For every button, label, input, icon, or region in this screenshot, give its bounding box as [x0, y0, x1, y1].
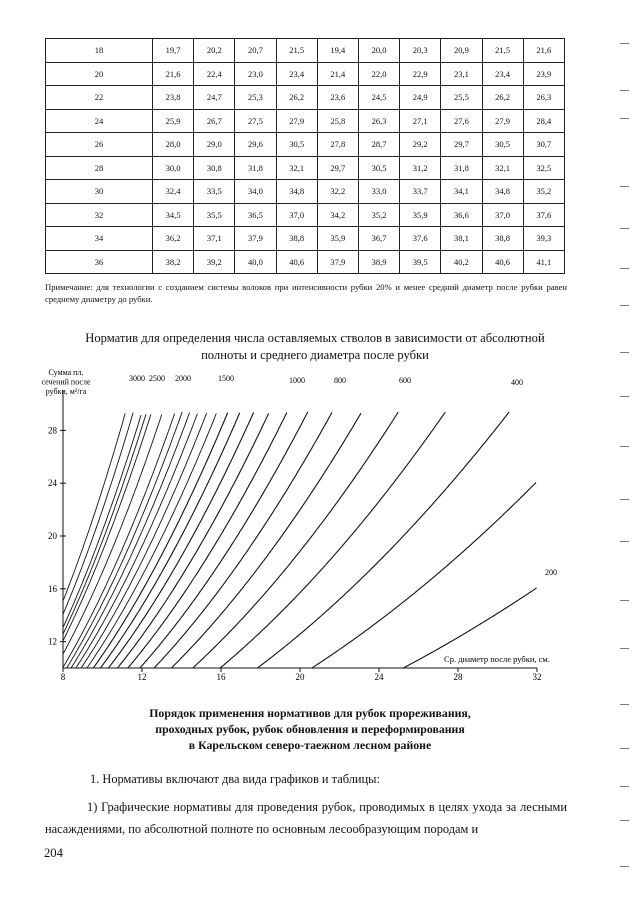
- value-cell: 31,8: [235, 156, 276, 180]
- value-cell: 28,7: [358, 133, 399, 157]
- x-tick-label: 32: [532, 672, 542, 682]
- margin-mark: [620, 186, 629, 187]
- value-cell: 30,7: [523, 133, 564, 157]
- stem-count-curve: [140, 412, 308, 668]
- value-cell: 29,6: [235, 133, 276, 157]
- value-cell: 40,6: [482, 250, 523, 274]
- stem-count-curve: [63, 415, 141, 627]
- value-cell: 30,5: [482, 133, 523, 157]
- value-cell: 40,0: [235, 250, 276, 274]
- value-cell: 27,9: [482, 109, 523, 133]
- data-table: [45, 38, 565, 274]
- stem-count-curve: [63, 415, 162, 655]
- x-tick-label: 28: [453, 672, 463, 682]
- margin-mark: [620, 704, 629, 705]
- value-cell: 20,0: [358, 39, 399, 63]
- value-cell: 37,6: [400, 227, 441, 251]
- value-cell: 32,4: [153, 180, 194, 204]
- value-cell: 36,6: [441, 203, 482, 227]
- value-cell: 34,5: [153, 203, 194, 227]
- value-cell: 39,3: [523, 227, 564, 251]
- margin-mark: [620, 820, 629, 821]
- diameter-cell: 26: [46, 133, 153, 157]
- paragraph-1: 1. Нормативы включают два вида графиков и таблицы:: [90, 772, 380, 786]
- y-axis-label: сечений после: [41, 377, 91, 387]
- value-cell: 37,6: [523, 203, 564, 227]
- value-cell: 35,5: [194, 203, 235, 227]
- value-cell: 39,2: [194, 250, 235, 274]
- section-heading-line3: в Карельском северо-таежном лесном районе: [188, 738, 432, 752]
- margin-mark: [620, 305, 629, 306]
- chart-title-line2: полноты и среднего диаметра после рубки: [201, 348, 429, 362]
- curve-label: 1000: [289, 376, 305, 385]
- curve-label: 200: [545, 568, 557, 577]
- margin-mark: [620, 396, 629, 397]
- value-cell: 28,0: [153, 133, 194, 157]
- stem-count-curve: [171, 413, 361, 668]
- value-cell: 21,5: [276, 39, 317, 63]
- value-cell: 22,4: [194, 62, 235, 86]
- x-axis-label: Ср. диаметр после рубки, см.: [444, 654, 550, 664]
- value-cell: 23,4: [276, 62, 317, 86]
- value-cell: 30,5: [276, 133, 317, 157]
- value-cell: 35,9: [400, 203, 441, 227]
- table-row: [46, 250, 565, 274]
- curve-label: 800: [334, 376, 346, 385]
- value-cell: 28,4: [523, 109, 564, 133]
- value-cell: 19,7: [153, 39, 194, 63]
- y-tick-label: 24: [48, 478, 57, 489]
- value-cell: 23,1: [441, 62, 482, 86]
- diameter-cell: 18: [46, 39, 153, 63]
- stem-count-curve: [220, 412, 445, 668]
- page-number: 204: [44, 846, 63, 860]
- value-cell: 33,7: [400, 180, 441, 204]
- margin-mark: [620, 600, 629, 601]
- value-cell: 36,2: [153, 227, 194, 251]
- x-tick-label: 8: [60, 672, 66, 682]
- value-cell: 33,5: [194, 180, 235, 204]
- value-cell: 25,8: [317, 109, 358, 133]
- value-cell: 23,9: [523, 62, 564, 86]
- value-cell: 24,9: [400, 86, 441, 110]
- x-tick-label: 20: [295, 672, 305, 682]
- value-cell: 34,0: [235, 180, 276, 204]
- chart-title: [45, 330, 585, 364]
- diameter-cell: 36: [46, 250, 153, 274]
- table-row: [46, 86, 565, 110]
- value-cell: 39,5: [400, 250, 441, 274]
- diameter-cell: 30: [46, 180, 153, 204]
- stem-count-curve: [312, 483, 536, 669]
- value-cell: 25,5: [441, 86, 482, 110]
- value-cell: 32,2: [317, 180, 358, 204]
- value-cell: 21,5: [482, 39, 523, 63]
- stem-count-curve: [63, 413, 133, 614]
- paragraph-2: 1) Графические нормативы для проведения рубок, проводимых в целях ухода за лесными насаждениями, по абсолютной полноте по основным лесообразующим породам и: [45, 800, 567, 836]
- margin-mark: [620, 118, 629, 119]
- x-tick-label: 16: [216, 672, 226, 682]
- y-axis-label: рубки, м²/га: [45, 387, 87, 396]
- value-cell: 24,5: [358, 86, 399, 110]
- y-tick-label: 12: [48, 636, 57, 647]
- value-cell: 24,7: [194, 86, 235, 110]
- y-tick-label: 28: [48, 425, 57, 436]
- value-cell: 40,6: [276, 250, 317, 274]
- chart: [0, 360, 640, 690]
- table-row: [46, 109, 565, 133]
- diameter-cell: 22: [46, 86, 153, 110]
- margin-mark: [620, 866, 629, 867]
- table-note: Примечание: для технологии с созданием системы волоков при интенсивности рубки 20% и менее средний диаметр после рубки равен среднему диаметру до рубки.: [45, 282, 567, 304]
- value-cell: 27,5: [235, 109, 276, 133]
- value-cell: 26,3: [358, 109, 399, 133]
- value-cell: 34,8: [482, 180, 523, 204]
- table-row: [46, 39, 565, 63]
- value-cell: 31,2: [400, 156, 441, 180]
- value-cell: 19,4: [317, 39, 358, 63]
- value-cell: 35,2: [523, 180, 564, 204]
- value-cell: 38,8: [276, 227, 317, 251]
- margin-mark: [620, 90, 629, 91]
- diameter-cell: 20: [46, 62, 153, 86]
- value-cell: 32,5: [523, 156, 564, 180]
- value-cell: 26,2: [276, 86, 317, 110]
- value-cell: 29,0: [194, 133, 235, 157]
- margin-mark: [620, 268, 629, 269]
- value-cell: 20,3: [400, 39, 441, 63]
- value-cell: 27,9: [276, 109, 317, 133]
- margin-mark: [620, 228, 629, 229]
- margin-mark: [620, 499, 629, 500]
- value-cell: 36,7: [358, 227, 399, 251]
- value-cell: 22,9: [400, 62, 441, 86]
- value-cell: 25,9: [153, 109, 194, 133]
- value-cell: 37,1: [194, 227, 235, 251]
- margin-mark: [620, 43, 629, 44]
- value-cell: 34,8: [276, 180, 317, 204]
- y-tick-label: 20: [48, 531, 57, 541]
- value-cell: 32,1: [482, 156, 523, 180]
- value-cell: 40,2: [441, 250, 482, 274]
- value-cell: 38,8: [482, 227, 523, 251]
- margin-mark: [620, 352, 629, 353]
- curve-label: 600: [399, 376, 411, 385]
- value-cell: 22,0: [358, 62, 399, 86]
- value-cell: 23,4: [482, 62, 523, 86]
- margin-mark: [620, 748, 629, 749]
- value-cell: 30,0: [153, 156, 194, 180]
- value-cell: 20,7: [235, 39, 276, 63]
- section-heading-line2: проходных рубок, рубок обновления и переформирования: [155, 722, 465, 736]
- value-cell: 20,9: [441, 39, 482, 63]
- table-row: [46, 180, 565, 204]
- value-cell: 41,1: [523, 250, 564, 274]
- curve-label: 3000: [129, 374, 145, 383]
- value-cell: 32,1: [276, 156, 317, 180]
- value-cell: 29,7: [441, 133, 482, 157]
- value-cell: 21,6: [153, 62, 194, 86]
- curve-label: 400: [511, 378, 523, 387]
- table-row: [46, 156, 565, 180]
- value-cell: 26,3: [523, 86, 564, 110]
- value-cell: 34,1: [441, 180, 482, 204]
- value-cell: 23,8: [153, 86, 194, 110]
- value-cell: 37,9: [235, 227, 276, 251]
- value-cell: 35,9: [317, 227, 358, 251]
- table-row: [46, 62, 565, 86]
- section-heading-line1: Порядок применения нормативов для рубок прореживания,: [149, 706, 471, 720]
- stem-count-curve: [118, 414, 269, 669]
- margin-mark: [620, 446, 629, 447]
- value-cell: 30,5: [358, 156, 399, 180]
- value-cell: 25,3: [235, 86, 276, 110]
- diameter-cell: 24: [46, 109, 153, 133]
- value-cell: 34,2: [317, 203, 358, 227]
- value-cell: 27,6: [441, 109, 482, 133]
- value-cell: 23,6: [317, 86, 358, 110]
- curve-label: 2000: [175, 374, 191, 383]
- value-cell: 37,9: [317, 250, 358, 274]
- value-cell: 21,4: [317, 62, 358, 86]
- value-cell: 23,0: [235, 62, 276, 86]
- value-cell: 35,2: [358, 203, 399, 227]
- value-cell: 27,1: [400, 109, 441, 133]
- table-row: [46, 227, 565, 251]
- value-cell: 36,5: [235, 203, 276, 227]
- x-tick-label: 24: [374, 672, 384, 682]
- value-cell: 27,8: [317, 133, 358, 157]
- value-cell: 26,2: [482, 86, 523, 110]
- x-tick-label: 12: [137, 672, 147, 682]
- section-heading: [100, 705, 520, 753]
- value-cell: 21,6: [523, 39, 564, 63]
- value-cell: 38,2: [153, 250, 194, 274]
- value-cell: 37,0: [482, 203, 523, 227]
- value-cell: 29,7: [317, 156, 358, 180]
- margin-mark: [620, 648, 629, 649]
- diameter-cell: 32: [46, 203, 153, 227]
- value-cell: 20,2: [194, 39, 235, 63]
- table-row: [46, 133, 565, 157]
- curve-label: 2500: [149, 374, 165, 383]
- value-cell: 26,7: [194, 109, 235, 133]
- diameter-cell: 28: [46, 156, 153, 180]
- y-axis-label: Сумма пл.: [48, 368, 84, 377]
- value-cell: 29,2: [400, 133, 441, 157]
- margin-mark: [620, 786, 629, 787]
- chart-title-line1: Норматив для определения числа оставляемых стволов в зависимости от абсолютной: [85, 331, 545, 345]
- value-cell: 37,0: [276, 203, 317, 227]
- margin-mark: [620, 541, 629, 542]
- y-tick-label: 16: [48, 583, 57, 594]
- table-row: [46, 203, 565, 227]
- value-cell: 30,8: [194, 156, 235, 180]
- value-cell: 38,9: [358, 250, 399, 274]
- curve-label: 1500: [218, 374, 234, 383]
- value-cell: 38,1: [441, 227, 482, 251]
- diameter-cell: 34: [46, 227, 153, 251]
- value-cell: 31,8: [441, 156, 482, 180]
- value-cell: 33,0: [358, 180, 399, 204]
